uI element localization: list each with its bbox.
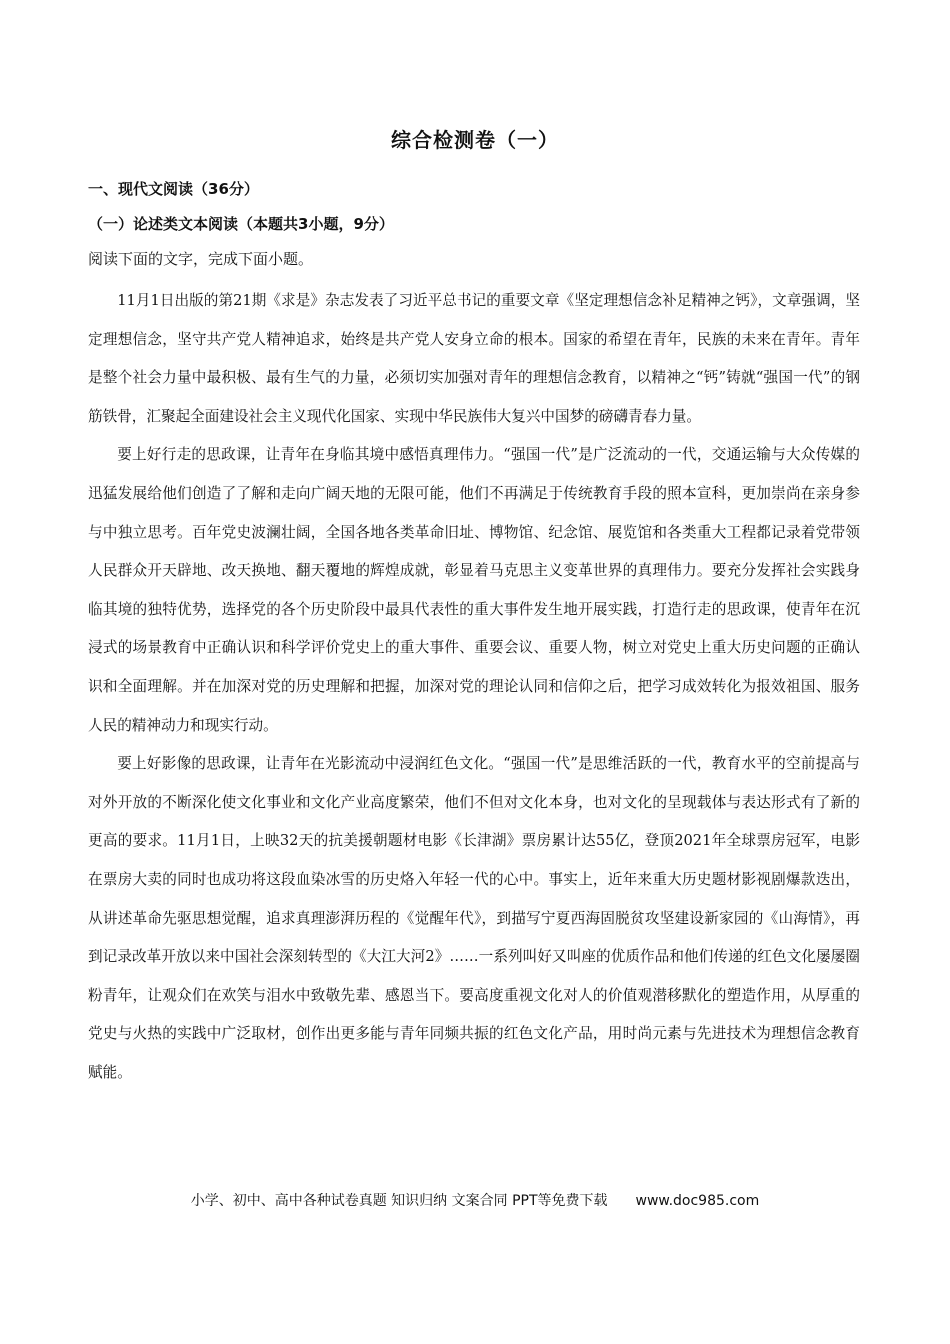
page-footer: [0, 1190, 950, 1210]
footer-text: 小学、初中、高中各种试卷真题 知识归纳 文案合同 PPT等免费下载: [190, 1193, 608, 1209]
subsection-heading: （一）论述类文本阅读（本题共3小题，9分）: [88, 215, 394, 233]
article-paragraph-1: 11月1日出版的第21期《求是》杂志发表了习近平总书记的重要文章《坚定理想信念补足精神之钙》，文章强调，坚定理想信念，坚守共产党人精神追求，始终是共产党人安身立命的根本。国家的希望在青年，民族的未来在青年。青年是整个社会力量中最积极、最有生气的力量，必须切实加强对青年的理想信念教育，以精神之“钙”铸就“强国一代”的钢筋铁骨，汇聚起全面建设社会主义现代化国家、实现中华民族伟大复兴中国梦的磅礴青春力量。: [88, 292, 860, 425]
reading-instruction: 阅读下面的文字，完成下面小题。: [88, 250, 314, 268]
footer-url[interactable]: www.doc985.com: [635, 1193, 760, 1209]
article-body: [88, 282, 860, 1092]
page-title: 综合检测卷（一）: [391, 128, 559, 152]
article-paragraph-3: 要上好影像的思政课，让青年在光影流动中浸润红色文化。“强国一代”是思维活跃的一代，教育水平的空前提高与对外开放的不断深化使文化事业和文化产业高度繁荣，他们不但对文化本身，也对文化的呈现载体与表达形式有了新的更高的要求。11月1日，上映32天的抗美援朝题材电影《长津湖》票房累计达55亿，登顶2021年全球票房冠军，电影在票房大卖的同时也成功将这段血染冰雪的历史烙入年轻一代的心中。事实上，近年来重大历史题材影视剧爆款迭出，从讲述革命先驱思想觉醒，追求真理澎湃历程的《觉醒年代》，到描写宁夏西海固脱贫攻坚建设新家园的《山海情》，再到记录改革开放以来中国社会深刻转型的《大江大河2》……一系列叫好又叫座的优质作品和他们传递的红色文化屡屡圈粉青年，让观众们在欢笑与泪水中致敬先辈、感恩当下。要高度重视文化对人的价值观潜移默化的塑造作用，从厚重的党史与火热的实践中广泛取材，创作出更多能与青年同频共振的红色文化产品，用时尚元素与先进技术为理想信念教育赋能。: [88, 755, 860, 1081]
article-paragraph-2: 要上好行走的思政课，让青年在身临其境中感悟真理伟力。“强国一代”是广泛流动的一代，交通运输与大众传媒的迅猛发展给他们创造了了解和走向广阔天地的无限可能，他们不再满足于传统教育手段的照本宣科，更加崇尚在亲身参与中独立思考。百年党史波澜壮阔，全国各地各类革命旧址、博物馆、纪念馆、展览馆和各类重大工程都记录着党带领人民群众开天辟地、改天换地、翻天覆地的辉煌成就，彰显着马克思主义变革世界的真理伟力。要充分发挥社会实践身临其境的独特优势，选择党的各个历史阶段中最具代表性的重大事件发生地开展实践，打造行走的思政课，使青年在沉浸式的场景教育中正确认识和科学评价党史上的重大事件、重要会议、重要人物，树立对党史上重大历史问题的正确认识和全面理解。并在加深对党的历史理解和把握，加深对党的理论认同和信仰之后，把学习成效转化为报效祖国、服务人民的精神动力和现实行动。: [88, 446, 860, 734]
section-heading: 一、现代文阅读（36分）: [88, 180, 259, 198]
